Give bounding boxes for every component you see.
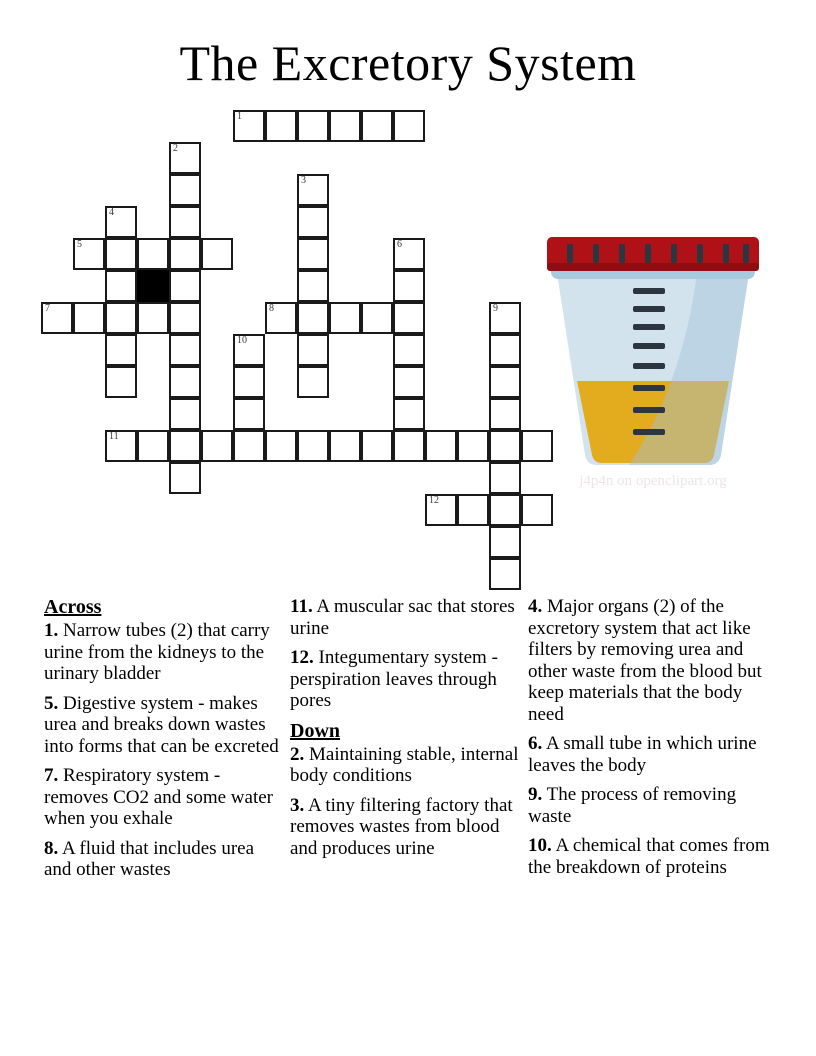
clue-across-1 xyxy=(44,620,282,685)
grid-cell-number: 9 xyxy=(493,303,498,314)
grid-cell[interactable] xyxy=(233,110,265,142)
clue-text: A chemical that comes from the breakdown of proteins xyxy=(528,835,770,878)
clue-across-11 xyxy=(290,596,520,639)
grid-cell-number: 12 xyxy=(429,495,439,506)
attribution-text: j4p4n on openclipart.org xyxy=(579,473,727,489)
grid-cell[interactable] xyxy=(521,494,553,526)
clue-text: Digestive system - makes urea and breaks down wastes into forms that can be excreted xyxy=(44,692,279,757)
grid-cell[interactable] xyxy=(169,238,201,270)
grid-cell[interactable] xyxy=(457,494,489,526)
grid-cell[interactable] xyxy=(265,110,297,142)
grid-cell[interactable] xyxy=(393,334,425,366)
grid-cell[interactable] xyxy=(73,302,105,334)
clue-text: Integumentary system - perspiration leaves through pores xyxy=(290,647,498,711)
grid-cell-number: 3 xyxy=(301,175,306,186)
grid-cell[interactable] xyxy=(457,430,489,462)
grid-cell-number: 7 xyxy=(45,303,50,314)
grid-cell[interactable] xyxy=(425,494,457,526)
grid-cell[interactable] xyxy=(393,270,425,302)
grid-cell[interactable] xyxy=(489,398,521,430)
grid-cell[interactable] xyxy=(201,430,233,462)
grid-cell[interactable] xyxy=(233,334,265,366)
page-title: The Excretory System xyxy=(179,35,637,91)
grid-cell[interactable] xyxy=(361,430,393,462)
grid-cell-number: 10 xyxy=(237,335,247,346)
grid-cell[interactable] xyxy=(329,302,361,334)
grid-cell[interactable] xyxy=(169,174,201,206)
clue-list xyxy=(44,596,784,889)
grid-cell[interactable] xyxy=(233,366,265,398)
grid-cell[interactable] xyxy=(393,302,425,334)
grid-cell[interactable] xyxy=(169,270,201,302)
clue-number: 4. xyxy=(528,596,543,617)
grid-cell[interactable] xyxy=(489,526,521,558)
clue-down-4 xyxy=(528,596,770,725)
grid-cell[interactable] xyxy=(233,398,265,430)
grid-cell[interactable] xyxy=(105,270,137,302)
clue-down-9 xyxy=(528,784,770,827)
clue-number: 12. xyxy=(290,647,314,668)
clue-number: 3. xyxy=(290,794,305,816)
grid-cell[interactable] xyxy=(137,430,169,462)
grid-cell[interactable] xyxy=(201,238,233,270)
grid-cell-number: 2 xyxy=(173,143,178,154)
grid-cell[interactable] xyxy=(105,206,137,238)
clue-text: A fluid that includes urea and other wastes xyxy=(44,837,255,880)
urine-sample-cup-illustration xyxy=(533,233,773,498)
grid-cell[interactable] xyxy=(297,174,329,206)
grid-cell[interactable] xyxy=(393,398,425,430)
clue-down-2 xyxy=(290,744,520,787)
grid-cell[interactable] xyxy=(169,462,201,494)
clue-number: 11. xyxy=(290,596,313,617)
clue-across-7 xyxy=(44,765,282,830)
clue-text: Narrow tubes (2) that carry urine from the kidneys to the urinary bladder xyxy=(44,620,270,684)
grid-cell[interactable] xyxy=(169,366,201,398)
grid-cell[interactable] xyxy=(233,430,265,462)
grid-cell[interactable] xyxy=(329,430,361,462)
clue-number: 2. xyxy=(290,743,305,765)
clue-column-2 xyxy=(290,596,528,889)
grid-cell[interactable] xyxy=(329,110,361,142)
grid-cell[interactable] xyxy=(169,334,201,366)
grid-cell[interactable] xyxy=(393,430,425,462)
grid-cell[interactable] xyxy=(361,302,393,334)
grid-cell[interactable] xyxy=(489,430,521,462)
grid-cell-blocked xyxy=(137,270,169,302)
clue-number: 8. xyxy=(44,837,59,859)
grid-cell[interactable] xyxy=(297,110,329,142)
grid-cell-number: 6 xyxy=(397,239,402,250)
clue-number: 5. xyxy=(44,692,59,714)
grid-cell[interactable] xyxy=(105,238,137,270)
down-heading: Down xyxy=(290,719,341,742)
clue-down-6 xyxy=(528,733,770,776)
grid-cell-number: 8 xyxy=(269,303,274,314)
grid-cell[interactable] xyxy=(361,110,393,142)
clue-across-5 xyxy=(44,693,282,758)
grid-cell-number: 5 xyxy=(77,239,82,250)
clue-down-3 xyxy=(290,795,520,860)
grid-cell[interactable] xyxy=(297,238,329,270)
grid-cell[interactable] xyxy=(297,334,329,366)
grid-cell[interactable] xyxy=(105,430,137,462)
clue-text: A muscular sac that stores urine xyxy=(290,596,515,639)
clue-number: 7. xyxy=(44,765,59,786)
grid-cell[interactable] xyxy=(265,302,297,334)
grid-cell-number: 11 xyxy=(109,431,119,442)
grid-cell[interactable] xyxy=(169,302,201,334)
clue-across-8 xyxy=(44,838,282,881)
grid-cell[interactable] xyxy=(393,110,425,142)
grid-cell[interactable] xyxy=(297,270,329,302)
grid-cell[interactable] xyxy=(489,334,521,366)
grid-cell[interactable] xyxy=(265,430,297,462)
grid-cell[interactable] xyxy=(489,366,521,398)
clue-text: Major organs (2) of the excretory system that act like filters by removing urea and other waste from the blood but keep materials that the body need xyxy=(528,596,762,725)
across-heading: Across xyxy=(44,596,102,618)
grid-cell[interactable] xyxy=(297,302,329,334)
clue-text: Respiratory system - removes CO2 and some water when you exhale xyxy=(44,765,273,829)
grid-cell[interactable] xyxy=(489,494,521,526)
grid-cell[interactable] xyxy=(137,238,169,270)
clue-number: 10. xyxy=(528,835,552,856)
crossword-grid xyxy=(41,110,541,570)
grid-cell[interactable] xyxy=(169,142,201,174)
grid-cell[interactable] xyxy=(169,206,201,238)
grid-cell[interactable] xyxy=(393,366,425,398)
grid-cell[interactable] xyxy=(169,398,201,430)
grid-cell-number: 1 xyxy=(237,111,242,122)
grid-cell[interactable] xyxy=(297,366,329,398)
grid-cell[interactable] xyxy=(489,558,521,590)
clue-text: Maintaining stable, internal body conditions xyxy=(290,743,519,786)
grid-cell[interactable] xyxy=(393,238,425,270)
grid-cell[interactable] xyxy=(297,430,329,462)
grid-cell[interactable] xyxy=(73,238,105,270)
clue-across-12 xyxy=(290,647,520,712)
grid-cell-number: 4 xyxy=(109,207,114,218)
grid-cell[interactable] xyxy=(41,302,73,334)
grid-cell[interactable] xyxy=(169,430,201,462)
clue-column-3 xyxy=(528,596,778,889)
grid-cell[interactable] xyxy=(425,430,457,462)
clue-down-10 xyxy=(528,835,770,878)
grid-cell[interactable] xyxy=(105,302,137,334)
clue-text: A small tube in which urine leaves the body xyxy=(528,733,757,776)
clue-text: A tiny filtering factory that removes wastes from blood and produces urine xyxy=(290,794,513,859)
grid-cell[interactable] xyxy=(489,462,521,494)
clue-number: 6. xyxy=(528,733,543,754)
grid-cell[interactable] xyxy=(105,366,137,398)
clue-number: 1. xyxy=(44,620,59,641)
grid-cell[interactable] xyxy=(489,302,521,334)
grid-cell[interactable] xyxy=(137,302,169,334)
grid-cell[interactable] xyxy=(105,334,137,366)
clue-column-1 xyxy=(44,596,290,889)
clue-text: The process of removing waste xyxy=(528,784,737,827)
grid-cell[interactable] xyxy=(297,206,329,238)
clue-number: 9. xyxy=(528,784,543,805)
cup-lid-shadow-shape xyxy=(547,263,759,271)
